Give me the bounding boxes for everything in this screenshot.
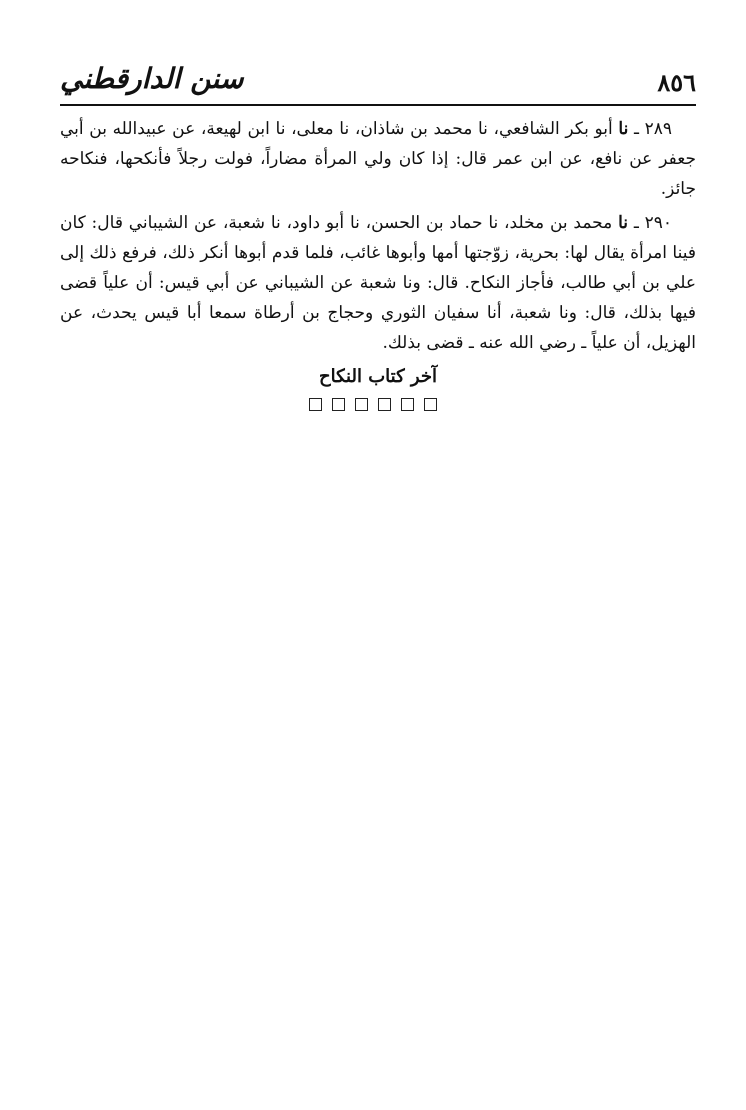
hadith-text: أبو بكر الشافعي، نا محمد بن شاذان، نا معلى، نا ابن لهيعة، عن عبيدالله بن أبي جعفر عن نافع، عن ابن عمر قال: إذا كان ولي المرأة مضاراً، فولت رجلاً فأنكحها، فنكاحه جائز. [60, 119, 696, 199]
page-number: ٨٥٦ [657, 68, 696, 97]
header-divider [60, 104, 696, 106]
ornament-square-icon [309, 398, 322, 411]
running-title: سنن الدارقطني [60, 62, 244, 95]
ornament-square-icon [424, 398, 437, 411]
ornament-square-icon [401, 398, 414, 411]
section-end-ornaments [0, 398, 746, 411]
hadith-number: ٢٩٠ [644, 213, 673, 233]
hadith-dash: ـ [633, 213, 639, 233]
hadith-289 [60, 114, 696, 204]
page-body [60, 114, 696, 392]
hadith-number: ٢٨٩ [644, 119, 672, 139]
hadith-290 [60, 208, 696, 358]
ornament-square-icon [355, 398, 368, 411]
book-closing-line: آخر كتاب النكاح [319, 366, 437, 387]
hadith-dash: ـ [633, 119, 639, 139]
hadith-na: نا [618, 119, 629, 139]
hadith-na: نا [618, 213, 628, 233]
ornament-square-icon [332, 398, 345, 411]
hadith-text: محمد بن مخلد، نا حماد بن الحسن، نا أبو داود، نا شعبة، عن الشيباني قال: كان فينا امرأة يقال لها: بحرية، زوّجتها أمها وأبوها غائب، فلما قدم أبوها أنكر ذلك، فرفع ذلك إلى علي بن أبي طالب، فأجاز النكاح. قال: ونا شعبة عن الشيباني عن أبي قيس: أن علياً قضى فيها بذلك، قال: ونا شعبة، أنا سفيان الثوري وحجاج بن أرطاة سمعا أبا قيس يحدث، عن الهزيل، أن علياً ـ رضي الله عنه ـ قضى بذلك. [60, 213, 696, 353]
page-header [60, 62, 696, 102]
ornament-square-icon [378, 398, 391, 411]
